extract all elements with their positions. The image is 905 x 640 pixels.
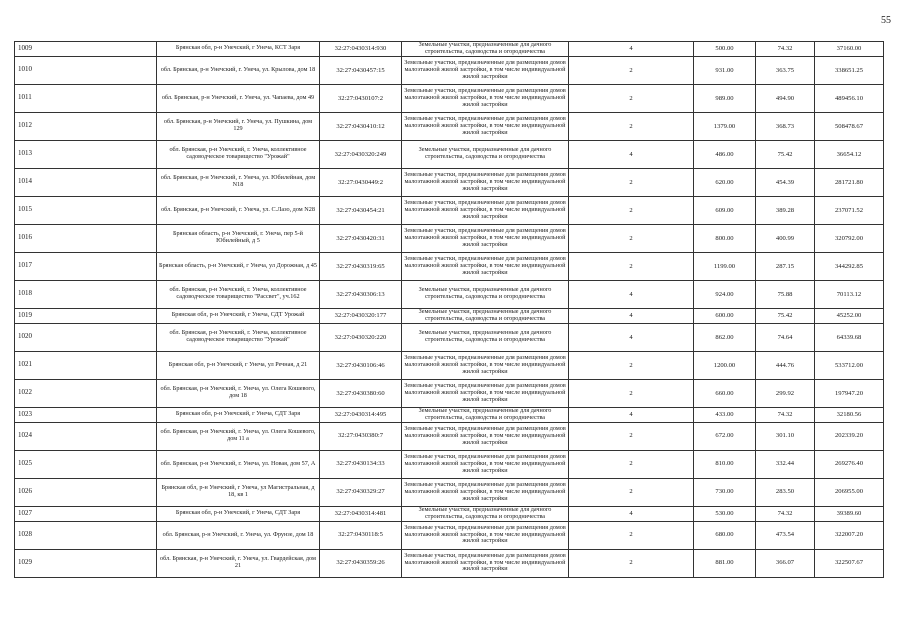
land-use-cell: Земельные участки, предназначенные для размещения домов малоэтажной жилой застройки, в том числе индивидуальной жилой застройки (402, 450, 569, 478)
cadastral-value-cell: 338651.25 (815, 56, 884, 84)
address-cell: обл. Брянская, р-н Унечский, г. Унеча, ул. С.Лазо, дом N28 (157, 196, 320, 224)
land-use-cell: Земельные участки, предназначенные для дачного строительства, садоводства и огородничества (402, 506, 569, 521)
unit-value-cell: 299.92 (756, 379, 815, 407)
unit-value-cell: 74.32 (756, 407, 815, 422)
cadastral-number-cell: 32:27:0430118:5 (320, 521, 402, 549)
area-cell: 500.00 (694, 42, 756, 57)
area-cell: 1200.00 (694, 351, 756, 379)
unit-value-cell: 473.54 (756, 521, 815, 549)
cadastral-value-cell: 320792.00 (815, 224, 884, 252)
group-code-cell: 4 (569, 280, 694, 308)
cadastral-value-cell: 32180.56 (815, 407, 884, 422)
unit-value-cell: 454.39 (756, 168, 815, 196)
area-cell: 924.00 (694, 280, 756, 308)
unit-value-cell: 75.88 (756, 280, 815, 308)
group-code-cell: 2 (569, 168, 694, 196)
row-number: 1028 (15, 521, 157, 549)
unit-value-cell: 389.28 (756, 196, 815, 224)
group-code-cell: 4 (569, 140, 694, 168)
row-number: 1010 (15, 56, 157, 84)
unit-value-cell: 75.42 (756, 308, 815, 323)
area-cell: 530.00 (694, 506, 756, 521)
area-cell: 989.00 (694, 84, 756, 112)
table-row (15, 407, 884, 422)
address-cell: Брянская обл, р-н Унечский, г Унеча, СДТ Урожай (157, 308, 320, 323)
row-number: 1019 (15, 308, 157, 323)
unit-value-cell: 74.64 (756, 323, 815, 351)
cadastral-number-cell: 32:27:0430320:220 (320, 323, 402, 351)
cadastral-value-cell: 344292.85 (815, 252, 884, 280)
cadastral-number-cell: 32:27:0430359:26 (320, 549, 402, 577)
area-cell: 862.00 (694, 323, 756, 351)
cadastral-value-cell: 202339.20 (815, 422, 884, 450)
address-cell: обл. Брянская, р-н Унечский, г. Унеча, коллективное садоводческое товарищество "Рассвет", уч.162 (157, 280, 320, 308)
group-code-cell: 2 (569, 56, 694, 84)
unit-value-cell: 494.90 (756, 84, 815, 112)
cadastral-number-cell: 32:27:0430380:60 (320, 379, 402, 407)
cadastral-number-cell: 32:27:0430314:495 (320, 407, 402, 422)
unit-value-cell: 363.75 (756, 56, 815, 84)
address-cell: обл. Брянская, р-н Унечский, г. Унеча, коллективное садоводческое товарищество "Урожай" (157, 323, 320, 351)
area-cell: 810.00 (694, 450, 756, 478)
cadastral-value-cell: 269276.40 (815, 450, 884, 478)
group-code-cell: 4 (569, 308, 694, 323)
row-number: 1025 (15, 450, 157, 478)
row-number: 1017 (15, 252, 157, 280)
land-use-cell: Земельные участки, предназначенные для размещения домов малоэтажной жилой застройки, в том числе индивидуальной жилой застройки (402, 84, 569, 112)
area-cell: 881.00 (694, 549, 756, 577)
row-number: 1011 (15, 84, 157, 112)
group-code-cell: 4 (569, 42, 694, 57)
cadastral-number-cell: 32:27:0430314:481 (320, 506, 402, 521)
group-code-cell: 2 (569, 84, 694, 112)
table-row (15, 506, 884, 521)
land-use-cell: Земельные участки, предназначенные для размещения домов малоэтажной жилой застройки, в том числе индивидуальной жилой застройки (402, 56, 569, 84)
address-cell: Брянская обл, р-н Унечский, г Унеча, СДТ Заря (157, 407, 320, 422)
row-number: 1014 (15, 168, 157, 196)
unit-value-cell: 400.99 (756, 224, 815, 252)
cadastral-value-cell: 237071.52 (815, 196, 884, 224)
area-cell: 486.00 (694, 140, 756, 168)
area-cell: 660.00 (694, 379, 756, 407)
table-row (15, 140, 884, 168)
table-row (15, 280, 884, 308)
row-number: 1016 (15, 224, 157, 252)
land-use-cell: Земельные участки, предназначенные для размещения домов малоэтажной жилой застройки, в том числе индивидуальной жилой застройки (402, 351, 569, 379)
cadastral-number-cell: 32:27:0430134:33 (320, 450, 402, 478)
cadastral-number-cell: 32:27:0430319:65 (320, 252, 402, 280)
address-cell: обл. Брянская, р-н Унечский, г. Унеча, коллективное садоводческое товарищество "Урожай" (157, 140, 320, 168)
cadastral-number-cell: 32:27:0430410:12 (320, 112, 402, 140)
row-number: 1029 (15, 549, 157, 577)
unit-value-cell: 366.07 (756, 549, 815, 577)
address-cell: обл. Брянская, р-н Унечский, г. Унеча, ул. Пушкина, дом 129 (157, 112, 320, 140)
area-cell: 1379.00 (694, 112, 756, 140)
land-use-cell: Земельные участки, предназначенные для дачного строительства, садоводства и огородничества (402, 140, 569, 168)
cadastral-number-cell: 32:27:0430420:31 (320, 224, 402, 252)
row-number: 1026 (15, 478, 157, 506)
table-row (15, 84, 884, 112)
land-use-cell: Земельные участки, предназначенные для размещения домов малоэтажной жилой застройки, в том числе индивидуальной жилой застройки (402, 196, 569, 224)
unit-value-cell: 444.76 (756, 351, 815, 379)
land-use-cell: Земельные участки, предназначенные для дачного строительства, садоводства и огородничества (402, 308, 569, 323)
cadastral-number-cell: 32:27:0430380:7 (320, 422, 402, 450)
cadastral-value-cell: 206955.00 (815, 478, 884, 506)
land-use-cell: Земельные участки, предназначенные для размещения домов малоэтажной жилой застройки, в том числе индивидуальной жилой застройки (402, 478, 569, 506)
area-cell: 680.00 (694, 521, 756, 549)
land-use-cell: Земельные участки, предназначенные для дачного строительства, садоводства и огородничества (402, 323, 569, 351)
row-number: 1022 (15, 379, 157, 407)
land-use-cell: Земельные участки, предназначенные для размещения домов малоэтажной жилой застройки, в том числе индивидуальной жилой застройки (402, 521, 569, 549)
unit-value-cell: 332.44 (756, 450, 815, 478)
table-row (15, 112, 884, 140)
address-cell: обл. Брянская, р-н Унечский, г. Унеча, ул. Новая, дом 57, А (157, 450, 320, 478)
address-cell: Брянская область, р-н Унечский, г Унеча, ул Дорожная, д 45 (157, 252, 320, 280)
address-cell: Брянская обл, р-н Унечский, г Унеча, ул Магистральная, д 18, кв 1 (157, 478, 320, 506)
area-cell: 600.00 (694, 308, 756, 323)
cadastral-value-cell: 281721.80 (815, 168, 884, 196)
land-use-cell: Земельные участки, предназначенные для размещения домов малоэтажной жилой застройки, в том числе индивидуальной жилой застройки (402, 224, 569, 252)
address-cell: Брянская обл, р-н Унечский, г Унеча, ул Речная, д 21 (157, 351, 320, 379)
row-number: 1009 (15, 42, 157, 57)
row-number: 1012 (15, 112, 157, 140)
unit-value-cell: 283.50 (756, 478, 815, 506)
area-cell: 620.00 (694, 168, 756, 196)
cadastral-number-cell: 32:27:0430320:177 (320, 308, 402, 323)
group-code-cell: 4 (569, 407, 694, 422)
table-row (15, 42, 884, 57)
cadastral-value-cell: 37160.00 (815, 42, 884, 57)
cadastral-value-cell: 45252.00 (815, 308, 884, 323)
group-code-cell: 2 (569, 549, 694, 577)
cadastral-number-cell: 32:27:0430107:2 (320, 84, 402, 112)
area-cell: 1199.00 (694, 252, 756, 280)
cadastral-value-cell: 36654.12 (815, 140, 884, 168)
address-cell: обл. Брянская, р-н Унечский, г. Унеча, ул. Олега Кошевого, дом 18 (157, 379, 320, 407)
cadastral-value-cell: 64339.68 (815, 323, 884, 351)
cadastral-value-cell: 322507.67 (815, 549, 884, 577)
table-row (15, 224, 884, 252)
address-cell: Брянская обл, р-н Унечский, г Унеча, КСТ Заря (157, 42, 320, 57)
row-number: 1023 (15, 407, 157, 422)
cadastral-number-cell: 32:27:0430320:249 (320, 140, 402, 168)
land-use-cell: Земельные участки, предназначенные для дачного строительства, садоводства и огородничества (402, 280, 569, 308)
address-cell: обл. Брянская, р-н Унечский, г. Унеча, ул. Фрунзе, дом 18 (157, 521, 320, 549)
page-number: 55 (881, 15, 891, 26)
group-code-cell: 2 (569, 379, 694, 407)
unit-value-cell: 74.32 (756, 506, 815, 521)
cadastral-value-cell: 197947.20 (815, 379, 884, 407)
cadastral-number-cell: 32:27:0430329:27 (320, 478, 402, 506)
unit-value-cell: 301.10 (756, 422, 815, 450)
address-cell: Брянская область, р-н Унечский, г. Унеча, пер 5-й Юбилейный, д 5 (157, 224, 320, 252)
table-row (15, 450, 884, 478)
row-number: 1020 (15, 323, 157, 351)
cadastral-value-cell: 533712.00 (815, 351, 884, 379)
row-number: 1021 (15, 351, 157, 379)
group-code-cell: 2 (569, 196, 694, 224)
table-row (15, 196, 884, 224)
table-row (15, 549, 884, 577)
group-code-cell: 2 (569, 224, 694, 252)
table-row (15, 351, 884, 379)
area-cell: 672.00 (694, 422, 756, 450)
group-code-cell: 2 (569, 478, 694, 506)
table-body (15, 42, 884, 578)
land-use-cell: Земельные участки, предназначенные для размещения домов малоэтажной жилой застройки, в том числе индивидуальной жилой застройки (402, 422, 569, 450)
land-use-cell: Земельные участки, предназначенные для дачного строительства, садоводства и огородничества (402, 407, 569, 422)
area-cell: 931.00 (694, 56, 756, 84)
group-code-cell: 2 (569, 351, 694, 379)
address-cell: обл. Брянская, р-н Унечский, г. Унеча, ул. Гвардейская, дом 21 (157, 549, 320, 577)
cadastral-number-cell: 32:27:0430454:21 (320, 196, 402, 224)
table-row (15, 168, 884, 196)
unit-value-cell: 287.15 (756, 252, 815, 280)
row-number: 1018 (15, 280, 157, 308)
cadastral-number-cell: 32:27:0430314:930 (320, 42, 402, 57)
cadastral-number-cell: 32:27:0430106:46 (320, 351, 402, 379)
table-row (15, 252, 884, 280)
row-number: 1013 (15, 140, 157, 168)
row-number: 1015 (15, 196, 157, 224)
cadastral-number-cell: 32:27:0430457:15 (320, 56, 402, 84)
cadastral-value-cell: 489456.10 (815, 84, 884, 112)
table-row (15, 379, 884, 407)
group-code-cell: 2 (569, 521, 694, 549)
land-use-cell: Земельные участки, предназначенные для размещения домов малоэтажной жилой застройки, в том числе индивидуальной жилой застройки (402, 379, 569, 407)
land-use-cell: Земельные участки, предназначенные для размещения домов малоэтажной жилой застройки, в том числе индивидуальной жилой застройки (402, 549, 569, 577)
group-code-cell: 4 (569, 506, 694, 521)
cadastral-number-cell: 32:27:0430306:13 (320, 280, 402, 308)
land-use-cell: Земельные участки, предназначенные для размещения домов малоэтажной жилой застройки, в том числе индивидуальной жилой застройки (402, 168, 569, 196)
area-cell: 609.00 (694, 196, 756, 224)
unit-value-cell: 74.32 (756, 42, 815, 57)
land-use-cell: Земельные участки, предназначенные для размещения домов малоэтажной жилой застройки, в том числе индивидуальной жилой застройки (402, 252, 569, 280)
cadastral-value-table (14, 41, 884, 578)
area-cell: 800.00 (694, 224, 756, 252)
land-use-cell: Земельные участки, предназначенные для дачного строительства, садоводства и огородничества (402, 42, 569, 57)
table-row (15, 308, 884, 323)
group-code-cell: 2 (569, 252, 694, 280)
address-cell: Брянская обл, р-н Унечский, г Унеча, СДТ Заря (157, 506, 320, 521)
group-code-cell: 2 (569, 450, 694, 478)
table-row (15, 56, 884, 84)
cadastral-value-cell: 39389.60 (815, 506, 884, 521)
table-row (15, 521, 884, 549)
row-number: 1024 (15, 422, 157, 450)
address-cell: обл. Брянская, р-н Унечский, г. Унеча, ул. Чапаева, дом 49 (157, 84, 320, 112)
address-cell: обл. Брянская, р-н Унечский, г. Унеча, ул. Юбилейная, дом N18 (157, 168, 320, 196)
area-cell: 433.00 (694, 407, 756, 422)
area-cell: 730.00 (694, 478, 756, 506)
group-code-cell: 4 (569, 323, 694, 351)
table-row (15, 422, 884, 450)
table-row (15, 478, 884, 506)
cadastral-number-cell: 32:27:0430449:2 (320, 168, 402, 196)
cadastral-value-cell: 322007.20 (815, 521, 884, 549)
land-use-cell: Земельные участки, предназначенные для размещения домов малоэтажной жилой застройки, в том числе индивидуальной жилой застройки (402, 112, 569, 140)
cadastral-value-cell: 508478.67 (815, 112, 884, 140)
cadastral-value-cell: 70113.12 (815, 280, 884, 308)
address-cell: обл. Брянская, р-н Унечский, г. Унеча, ул. Крылова, дом 18 (157, 56, 320, 84)
table-row (15, 323, 884, 351)
row-number: 1027 (15, 506, 157, 521)
unit-value-cell: 75.42 (756, 140, 815, 168)
unit-value-cell: 368.73 (756, 112, 815, 140)
address-cell: обл. Брянская, р-н Унечский, г. Унеча, ул. Олега Кошевого, дом 11 а (157, 422, 320, 450)
group-code-cell: 2 (569, 422, 694, 450)
group-code-cell: 2 (569, 112, 694, 140)
